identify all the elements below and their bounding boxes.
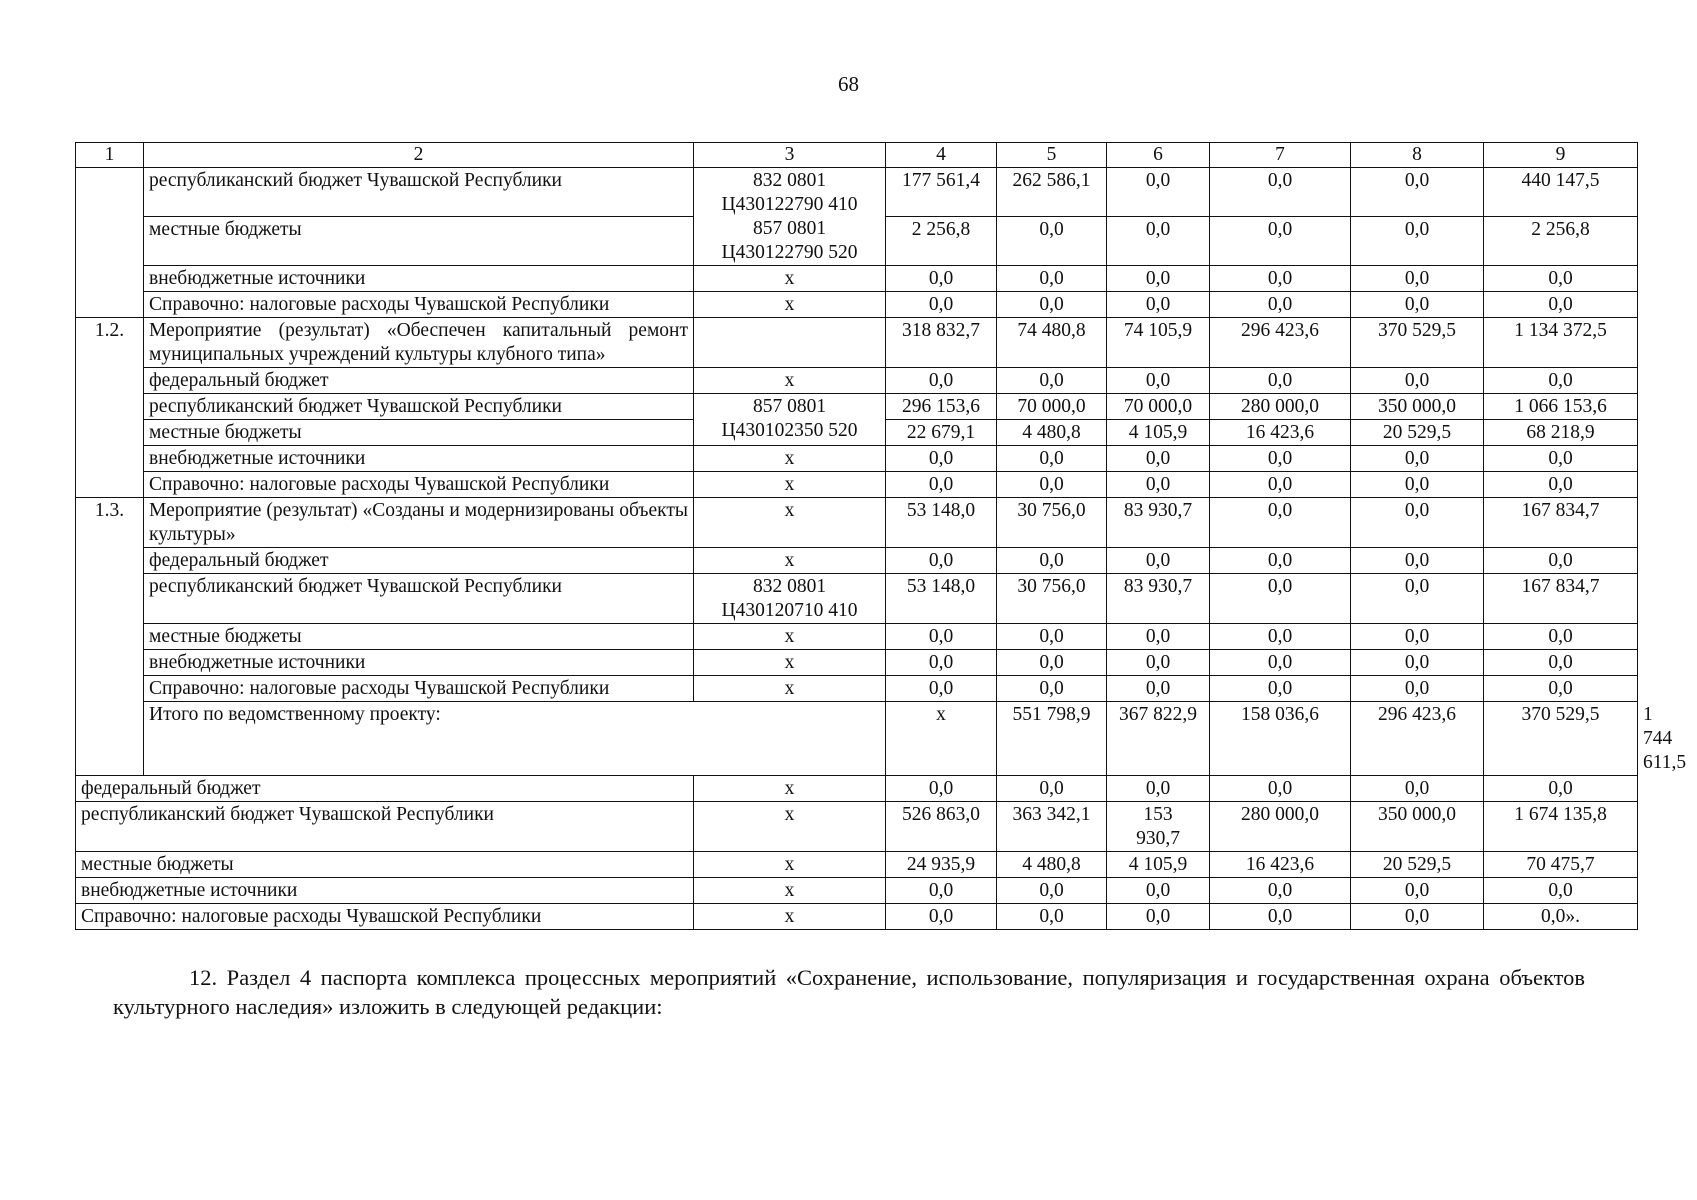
value-cell: 0,0 [1210,624,1351,650]
column-header: 7 [1210,143,1351,168]
value-cell: 0,0 [1107,472,1210,498]
value-cell: 318 832,7 [886,318,997,368]
value-cell: 0,0 [1351,776,1484,802]
budget-code-cell: x [694,292,886,318]
value-cell: 0,0 [1107,650,1210,676]
budget-code-cell: x [694,676,886,702]
value-cell: 0,0 [1484,548,1638,574]
value-cell: 1 674 135,8 [1484,802,1638,852]
value-cell: 0,0 [1210,904,1351,930]
value-cell: 0,0 [1210,472,1351,498]
value-cell: 0,0 [1351,498,1484,548]
value-cell: 0,0 [1107,368,1210,394]
value-cell: 0,0 [1210,498,1351,548]
value-cell: 83 930,7 [1107,498,1210,548]
table-row [76,394,1638,420]
table-row [76,548,1638,574]
budget-code-cell: x [694,624,886,650]
value-cell: 0,0 [1484,776,1638,802]
column-header: 4 [886,143,997,168]
value-cell: 0,0 [1484,446,1638,472]
value-cell: 0,0 [1107,904,1210,930]
value-cell: 74 105,9 [1107,318,1210,368]
value-cell: 0,0 [997,217,1107,266]
budget-code-cell: x [694,878,886,904]
source-name-cell: Мероприятие (результат) «Созданы и модернизированы объекты культуры» [144,498,694,548]
value-cell: 0,0 [1351,548,1484,574]
column-header: 3 [694,143,886,168]
table-row [76,168,1638,217]
source-name-cell: местные бюджеты [144,624,694,650]
value-cell: 0,0». [1484,904,1638,930]
value-cell: 0,0 [1484,292,1638,318]
value-cell: 0,0 [886,676,997,702]
value-cell: 262 586,1 [997,168,1107,217]
value-cell: 0,0 [1351,878,1484,904]
value-cell: 0,0 [1107,676,1210,702]
source-name-cell: федеральный бюджет [144,368,694,394]
value-cell: 0,0 [886,292,997,318]
value-cell: 0,0 [1107,266,1210,292]
total-label-cell: республиканский бюджет Чувашской Республики [76,802,694,852]
value-cell: 167 834,7 [1484,498,1638,548]
value-cell: 0,0 [997,624,1107,650]
table-row [76,650,1638,676]
item-number-cell: 1.3. [76,498,144,776]
value-cell: 0,0 [1351,368,1484,394]
value-cell: 0,0 [1210,446,1351,472]
value-cell: 350 000,0 [1351,394,1484,420]
source-name-cell: Справочно: налоговые расходы Чувашской Республики [144,676,694,702]
value-cell: 0,0 [997,650,1107,676]
total-label-cell: местные бюджеты [76,852,694,878]
value-cell: 363 342,1 [997,802,1107,852]
value-cell: 70 000,0 [997,394,1107,420]
source-name-cell: республиканский бюджет Чувашской Республики [144,168,694,217]
value-cell: 0,0 [1210,650,1351,676]
source-name-cell: федеральный бюджет [144,548,694,574]
value-cell: 20 529,5 [1351,420,1484,446]
column-header: 5 [997,143,1107,168]
column-header: 8 [1351,143,1484,168]
value-cell: 70 000,0 [1107,394,1210,420]
table-row [76,776,1638,802]
source-name-cell: местные бюджеты [144,217,694,266]
section-paragraph: 12. Раздел 4 паспорта комплекса процессных мероприятий «Сохранение, использование, популяризация и государственная охрана объектов культурного наследия» изложить в следующей редакции: [113,965,1585,1019]
value-cell: 0,0 [1210,676,1351,702]
column-header: 6 [1107,143,1210,168]
table-row [76,904,1638,930]
budget-code-cell: x [694,368,886,394]
value-cell: 0,0 [1351,676,1484,702]
budget-code-cell: x [694,266,886,292]
value-cell: 1 134 372,5 [1484,318,1638,368]
value-cell: 16 423,6 [1210,420,1351,446]
value-cell: 0,0 [886,624,997,650]
value-cell: 4 105,9 [1107,852,1210,878]
table-row [76,446,1638,472]
total-label-cell: внебюджетные источники [76,878,694,904]
value-cell: 24 935,9 [886,852,997,878]
value-cell: 2 256,8 [886,217,997,266]
table-row: Итого по ведомственному проекту: x 551 798,9 367 822,9 158 036,6 296 423,6 370 529,5 1 744 611,5 [76,702,1638,776]
value-cell: 0,0 [997,368,1107,394]
value-cell: 70 475,7 [1484,852,1638,878]
table-row [76,318,1638,368]
value-cell: 0,0 [886,878,997,904]
value-cell: 68 218,9 [1484,420,1638,446]
budget-code-cell: x [694,446,886,472]
budget-code-cell: x [694,650,886,676]
budget-code-cell: x [694,904,886,930]
total-label-cell: федеральный бюджет [76,776,694,802]
value-cell: 0,0 [997,878,1107,904]
value-cell: 370 529,5 [1351,318,1484,368]
value-cell: 551 798,9 [997,702,1107,776]
value-cell: 370 529,5 [1484,702,1638,776]
value-cell: 296 423,6 [1210,318,1351,368]
value-cell: 0,0 [1210,168,1351,217]
value-cell: 30 756,0 [997,574,1107,624]
value-cell: 22 679,1 [886,420,997,446]
value-cell: 4 480,8 [997,420,1107,446]
value-cell: 0,0 [997,292,1107,318]
value-cell: 0,0 [1351,904,1484,930]
value-cell: 53 148,0 [886,498,997,548]
value-cell: 280 000,0 [1210,394,1351,420]
item-number-cell: 1.2. [76,318,144,498]
column-header: 9 [1484,143,1638,168]
budget-code-cell: x [694,548,886,574]
table-row [76,292,1638,318]
table-row [76,676,1638,702]
value-cell: 0,0 [1484,676,1638,702]
value-cell: 0,0 [1107,548,1210,574]
value-cell: 0,0 [886,266,997,292]
value-cell: 0,0 [1210,878,1351,904]
source-name-cell: республиканский бюджет Чувашской Республики [144,394,694,420]
value-cell: 0,0 [1484,650,1638,676]
value-cell: 16 423,6 [1210,852,1351,878]
table-row [76,574,1638,624]
value-cell: 0,0 [1351,446,1484,472]
value-cell: 296 153,6 [886,394,997,420]
value-cell: 0,0 [1351,650,1484,676]
value-cell: 0,0 [1351,217,1484,266]
source-name-cell: местные бюджеты [144,420,694,446]
value-cell: 4 105,9 [1107,420,1210,446]
value-cell: 30 756,0 [997,498,1107,548]
value-cell: 0,0 [1107,446,1210,472]
source-name-cell: внебюджетные источники [144,266,694,292]
value-cell: 0,0 [1351,266,1484,292]
total-label-cell: Итого по ведомственному проекту: [144,702,886,776]
value-cell: 167 834,7 [1484,574,1638,624]
budget-code-cell [694,318,886,368]
source-name-cell: внебюджетные источники [144,446,694,472]
budget-code-cell: x [694,498,886,548]
value-cell: 0,0 [1351,168,1484,217]
table-row [76,624,1638,650]
value-cell: 0,0 [1107,624,1210,650]
budget-code-cell: x [694,776,886,802]
value-cell: 0,0 [1351,624,1484,650]
value-cell: 440 147,5 [1484,168,1638,217]
budget-code-cell: 832 0801 Ц430122790 410 857 0801 Ц430122790 520 [694,168,886,266]
value-cell: 158 036,6 [1210,702,1351,776]
table-row [76,878,1638,904]
budget-code-cell: x [694,852,886,878]
value-cell: 0,0 [886,446,997,472]
source-name-cell: внебюджетные источники [144,650,694,676]
budget-code-cell: x [694,802,886,852]
total-label-cell: Справочно: налоговые расходы Чувашской Республики [76,904,694,930]
budget-table [75,142,1687,930]
source-name-cell: республиканский бюджет Чувашской Республики [144,574,694,624]
value-cell: 0,0 [1351,292,1484,318]
value-cell: 526 863,0 [886,802,997,852]
column-header: 1 [76,143,144,168]
table-row [76,266,1638,292]
value-cell: 0,0 [997,776,1107,802]
value-cell: 4 480,8 [997,852,1107,878]
value-cell: 0,0 [1484,624,1638,650]
value-cell: 20 529,5 [1351,852,1484,878]
value-cell: 0,0 [1484,472,1638,498]
table-row [76,802,1638,852]
value-cell: 0,0 [1210,217,1351,266]
value-cell: 0,0 [1484,368,1638,394]
page-number: 68 [838,72,859,96]
value-cell: 0,0 [1107,776,1210,802]
value-cell: 0,0 [1351,472,1484,498]
value-cell: 2 256,8 [1484,217,1638,266]
source-name-cell: Справочно: налоговые расходы Чувашской Республики [144,472,694,498]
value-cell: 280 000,0 [1210,802,1351,852]
budget-code-cell: x [694,472,886,498]
value-cell: 367 822,9 [1107,702,1210,776]
table-row [76,368,1638,394]
value-cell: 0,0 [1107,292,1210,318]
budget-code-cell: 832 0801 Ц430120710 410 [694,574,886,624]
value-cell: 74 480,8 [997,318,1107,368]
value-cell: 0,0 [1351,574,1484,624]
value-cell: 296 423,6 [1351,702,1484,776]
value-cell: 53 148,0 [886,574,997,624]
table-row [76,852,1638,878]
value-cell: 0,0 [1484,878,1638,904]
value-cell: 350 000,0 [1351,802,1484,852]
value-cell: 153 930,7 [1107,802,1210,852]
value-cell: 0,0 [1107,878,1210,904]
value-cell: 1 066 153,6 [1484,394,1638,420]
budget-table-body [76,143,1687,930]
value-cell: 0,0 [1210,266,1351,292]
source-name-cell: Справочно: налоговые расходы Чувашской Республики [144,292,694,318]
value-cell: 0,0 [886,548,997,574]
value-cell: 0,0 [997,904,1107,930]
value-cell: 0,0 [1210,548,1351,574]
item-number-cell [76,168,144,318]
value-cell: 0,0 [1107,217,1210,266]
value-cell: 0,0 [997,266,1107,292]
value-cell: 0,0 [1210,292,1351,318]
table-row [76,498,1638,548]
value-cell: 0,0 [886,776,997,802]
value-cell: 0,0 [886,904,997,930]
value-cell: 0,0 [997,446,1107,472]
value-cell: 0,0 [997,676,1107,702]
table-row [76,472,1638,498]
value-cell: 0,0 [1210,776,1351,802]
value-cell: 0,0 [997,472,1107,498]
value-cell: 0,0 [886,472,997,498]
source-name-cell: Мероприятие (результат) «Обеспечен капитальный ремонт муниципальных учреждений культуры клубного типа» [144,318,694,368]
value-cell: 0,0 [1107,168,1210,217]
budget-code-cell: x [886,702,997,776]
value-cell: 0,0 [886,368,997,394]
value-cell: 0,0 [1210,574,1351,624]
column-header: 2 [144,143,694,168]
value-cell: 0,0 [1210,368,1351,394]
value-cell: 83 930,7 [1107,574,1210,624]
value-cell: 0,0 [1484,266,1638,292]
value-cell: 0,0 [886,650,997,676]
value-cell: 177 561,4 [886,168,997,217]
table-header-row [76,143,1638,168]
value-cell: 0,0 [997,548,1107,574]
budget-code-cell: 857 0801 Ц430102350 520 [694,394,886,446]
